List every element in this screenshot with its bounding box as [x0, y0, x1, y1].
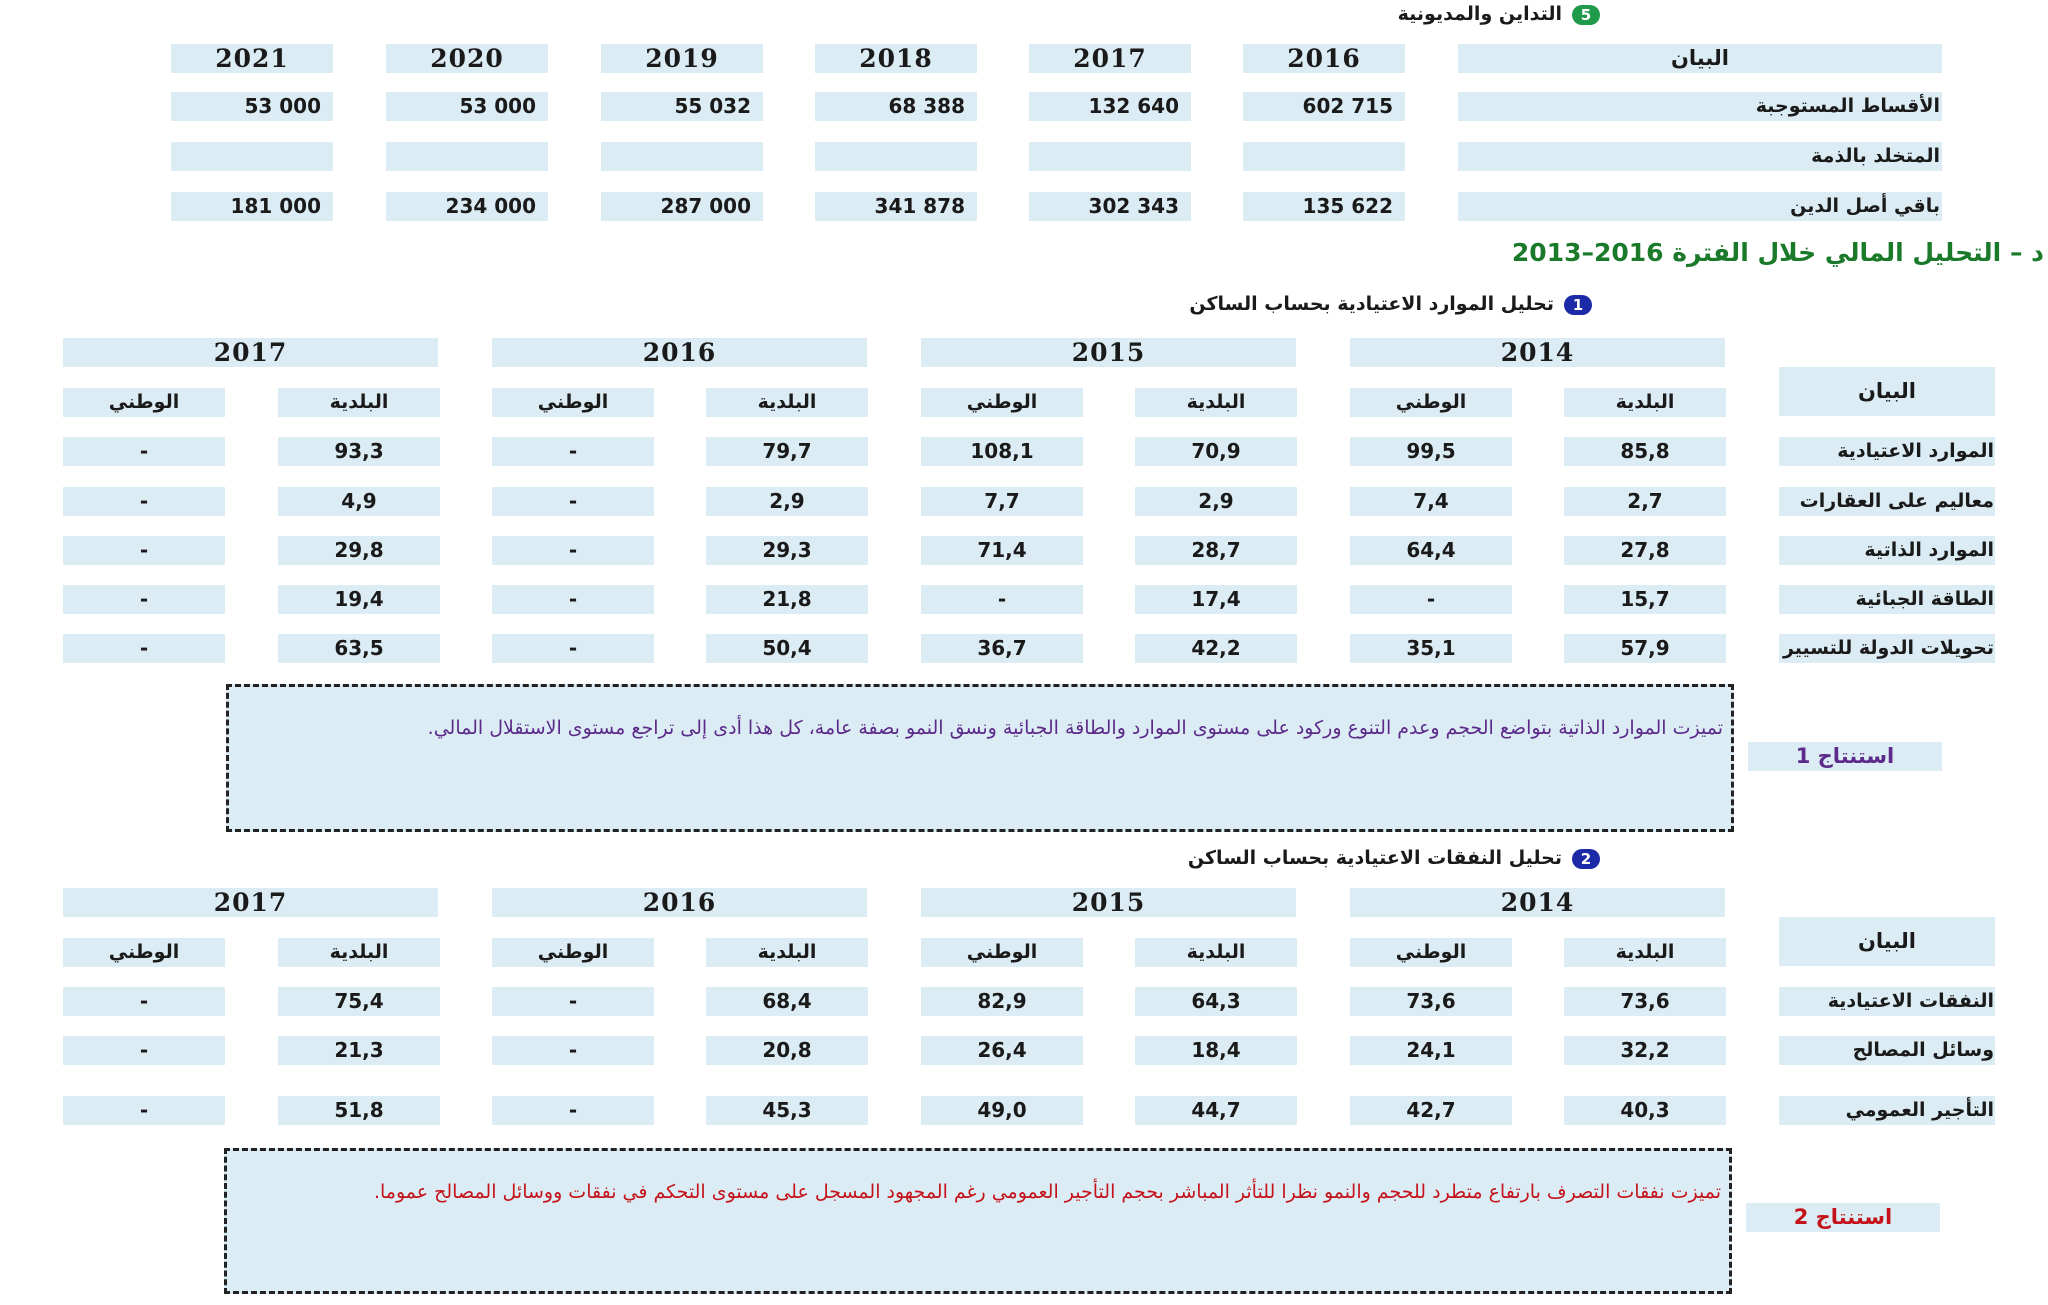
year-header: 2016: [492, 338, 867, 367]
debt-row-label: المتخلد بالذمة: [1811, 145, 1940, 167]
sub-header: الوطني: [63, 388, 225, 417]
section-number-badge: 2: [1572, 849, 1600, 869]
section-number-badge: 5: [1572, 5, 1600, 25]
debt-value-cell: 53 000: [171, 92, 333, 121]
value-cell: 35,1: [1350, 634, 1512, 663]
year-header: 2015: [921, 888, 1296, 917]
value-cell: 42,7: [1350, 1096, 1512, 1125]
value-cell: -: [492, 634, 654, 663]
debt-value-cell: 602 715: [1243, 92, 1405, 121]
value-cell: -: [63, 1096, 225, 1125]
value-cell: -: [63, 1036, 225, 1065]
value-cell: -: [492, 536, 654, 565]
value-cell: 42,2: [1135, 634, 1297, 663]
row-label: وسائل المصالح: [1852, 1039, 1994, 1061]
value-cell: 7,4: [1350, 487, 1512, 516]
sub-header: الوطني: [1350, 388, 1512, 417]
debt-label-header: البيان: [1458, 44, 1942, 73]
value-cell: 68,4: [706, 987, 868, 1016]
value-cell: 32,2: [1564, 1036, 1726, 1065]
value-cell: 7,7: [921, 487, 1083, 516]
value-cell: 99,5: [1350, 437, 1512, 466]
debt-value-cell: 53 000: [386, 92, 548, 121]
value-cell: 93,3: [278, 437, 440, 466]
value-cell: -: [63, 585, 225, 614]
value-cell: 45,3: [706, 1096, 868, 1125]
value-cell: 40,3: [1564, 1096, 1726, 1125]
value-cell: 20,8: [706, 1036, 868, 1065]
debt-value-cell: 302 343: [1029, 192, 1191, 221]
value-cell: 26,4: [921, 1036, 1083, 1065]
conclusion-2-label: استنتاج 2: [1746, 1203, 1940, 1232]
value-cell: -: [492, 987, 654, 1016]
value-cell: 79,7: [706, 437, 868, 466]
table-label-header: البيان: [1779, 917, 1995, 966]
row-label: الموارد الاعتيادية: [1837, 440, 1994, 462]
value-cell: -: [63, 987, 225, 1016]
debt-value-cell: [601, 142, 763, 171]
year-header: 2017: [63, 888, 438, 917]
sub-header: البلدية: [1135, 388, 1297, 417]
debt-value-cell: 287 000: [601, 192, 763, 221]
sub-header: الوطني: [492, 388, 654, 417]
debt-row-label: باقي أصل الدين: [1790, 195, 1940, 217]
sub-header: الوطني: [921, 938, 1083, 967]
row-label: الموارد الذاتية: [1864, 539, 1994, 561]
year-header: 2016: [492, 888, 867, 917]
value-cell: 73,6: [1350, 987, 1512, 1016]
row-label: النفقات الاعتيادية: [1827, 990, 1994, 1012]
debt-title: التداين والمديونية: [1397, 3, 1562, 25]
value-cell: 50,4: [706, 634, 868, 663]
resources-title: تحليل الموارد الاعتيادية بحساب الساكن: [1189, 293, 1554, 315]
year-header: 2014: [1350, 338, 1725, 367]
conclusion-1-label: استنتاج 1: [1748, 742, 1942, 771]
debt-value-cell: 341 878: [815, 192, 977, 221]
debt-value-cell: [1029, 142, 1191, 171]
value-cell: 36,7: [921, 634, 1083, 663]
value-cell: -: [63, 634, 225, 663]
debt-value-cell: 68 388: [815, 92, 977, 121]
value-cell: 2,9: [1135, 487, 1297, 516]
value-cell: 73,6: [1564, 987, 1726, 1016]
debt-value-cell: 135 622: [1243, 192, 1405, 221]
expenses-section-title: [1188, 844, 1600, 872]
debt-year-header: 2017: [1029, 44, 1191, 73]
value-cell: 63,5: [278, 634, 440, 663]
sub-header: البلدية: [706, 938, 868, 967]
debt-value-cell: [171, 142, 333, 171]
value-cell: -: [63, 487, 225, 516]
value-cell: 19,4: [278, 585, 440, 614]
value-cell: 27,8: [1564, 536, 1726, 565]
value-cell: 29,8: [278, 536, 440, 565]
value-cell: -: [63, 437, 225, 466]
debt-value-cell: 55 032: [601, 92, 763, 121]
value-cell: 85,8: [1564, 437, 1726, 466]
value-cell: 2,7: [1564, 487, 1726, 516]
value-cell: 49,0: [921, 1096, 1083, 1125]
table-label-header: البيان: [1779, 367, 1995, 416]
value-cell: 44,7: [1135, 1096, 1297, 1125]
expenses-title: تحليل النفقات الاعتيادية بحساب الساكن: [1187, 847, 1562, 869]
sub-header: البلدية: [1135, 938, 1297, 967]
sub-header: الوطني: [921, 388, 1083, 417]
row-label: تحويلات الدولة للتسيير: [1782, 637, 1994, 659]
year-header: 2017: [63, 338, 438, 367]
value-cell: -: [63, 536, 225, 565]
value-cell: -: [921, 585, 1083, 614]
value-cell: -: [492, 585, 654, 614]
debt-year-header: 2019: [601, 44, 763, 73]
value-cell: 21,3: [278, 1036, 440, 1065]
value-cell: -: [492, 437, 654, 466]
value-cell: 2,9: [706, 487, 868, 516]
value-cell: 75,4: [278, 987, 440, 1016]
value-cell: -: [492, 487, 654, 516]
value-cell: 64,3: [1135, 987, 1297, 1016]
value-cell: 4,9: [278, 487, 440, 516]
row-label: التأجير العمومي: [1845, 1099, 1994, 1121]
row-label: معاليم على العقارات: [1799, 490, 1994, 512]
debt-value-cell: 181 000: [171, 192, 333, 221]
year-header: 2014: [1350, 888, 1725, 917]
sub-header: الوطني: [492, 938, 654, 967]
sub-header: البلدية: [278, 938, 440, 967]
conclusion-1-text: تميزت الموارد الذاتية بتواضع الحجم وعدم التنوع وركود على مستوى الموارد والطاقة الجبائية ونسق النمو بصفة عامة، كل هذا أدى إلى تراجع مستوى الاستقلال المالي.: [427, 717, 1723, 739]
debt-year-header: 2021: [171, 44, 333, 73]
value-cell: 18,4: [1135, 1036, 1297, 1065]
value-cell: 29,3: [706, 536, 868, 565]
debt-year-header: 2016: [1243, 44, 1405, 73]
value-cell: 82,9: [921, 987, 1083, 1016]
value-cell: 64,4: [1350, 536, 1512, 565]
debt-section-title: [1398, 0, 1600, 28]
debt-value-cell: 234 000: [386, 192, 548, 221]
resources-section-title: [1189, 290, 1592, 318]
sub-header: الوطني: [63, 938, 225, 967]
sub-header: البلدية: [706, 388, 868, 417]
sub-header: البلدية: [278, 388, 440, 417]
sub-header: البلدية: [1564, 388, 1726, 417]
value-cell: 28,7: [1135, 536, 1297, 565]
value-cell: -: [492, 1096, 654, 1125]
value-cell: 57,9: [1564, 634, 1726, 663]
debt-value-cell: [815, 142, 977, 171]
conclusion-2-text: تميزت نفقات التصرف بارتفاع متطرد للحجم والنمو نظرا للتأثر المباشر بحجم التأجير العمومي رغم المجهود المسجل على مستوى التحكم في نفقات ووسائل المصالح عموما.: [373, 1181, 1721, 1203]
sub-header: البلدية: [1564, 938, 1726, 967]
value-cell: -: [1350, 585, 1512, 614]
value-cell: -: [492, 1036, 654, 1065]
value-cell: 24,1: [1350, 1036, 1512, 1065]
value-cell: 108,1: [921, 437, 1083, 466]
period-title: د – التحليل المالي خلال الفترة 2016–2013: [1511, 238, 2044, 267]
year-header: 2015: [921, 338, 1296, 367]
row-label: الطاقة الجبائية: [1855, 588, 1994, 610]
conclusion-1-box: [226, 684, 1734, 832]
conclusion-2-box: [224, 1148, 1732, 1294]
value-cell: 17,4: [1135, 585, 1297, 614]
value-cell: 70,9: [1135, 437, 1297, 466]
debt-value-cell: 132 640: [1029, 92, 1191, 121]
sub-header: الوطني: [1350, 938, 1512, 967]
value-cell: 21,8: [706, 585, 868, 614]
debt-year-header: 2020: [386, 44, 548, 73]
value-cell: 15,7: [1564, 585, 1726, 614]
debt-row-label: الأقساط المستوجبة: [1755, 95, 1940, 117]
value-cell: 71,4: [921, 536, 1083, 565]
debt-value-cell: [1243, 142, 1405, 171]
debt-value-cell: [386, 142, 548, 171]
debt-year-header: 2018: [815, 44, 977, 73]
section-number-badge: 1: [1564, 295, 1592, 315]
value-cell: 51,8: [278, 1096, 440, 1125]
